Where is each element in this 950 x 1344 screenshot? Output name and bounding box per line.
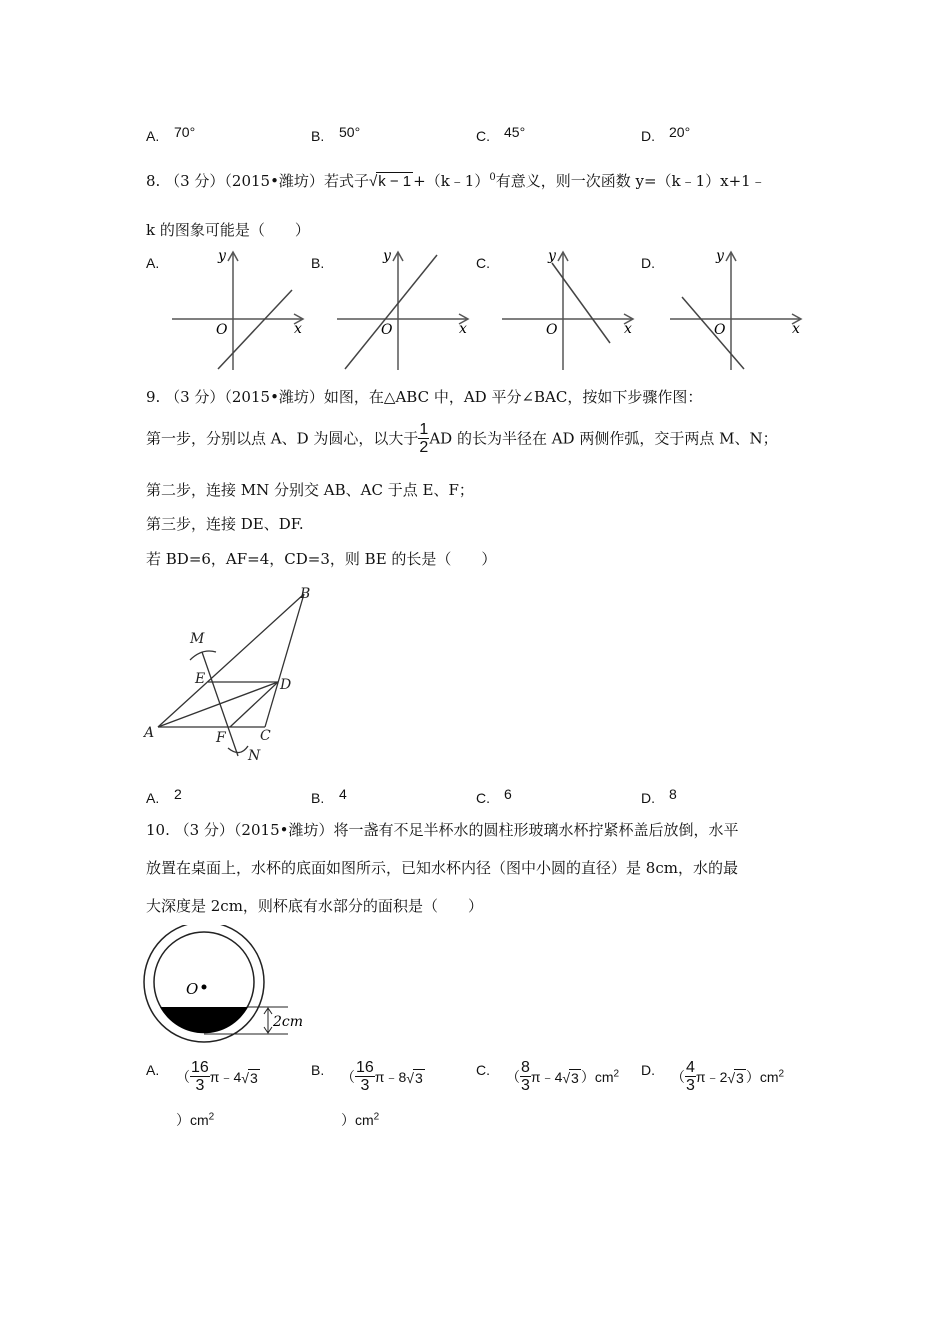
q10-b-unit: cm [355,1112,374,1128]
q9-fraction [418,422,429,456]
q10-b-rad: 3 [414,1069,423,1086]
graph-b-y-label: y [383,248,391,264]
q8-option-a-label: A. [146,255,160,271]
q8-suffix: 有意义，则一次函数 y=（k﹣1）x+1﹣ [495,172,766,190]
q9-point-a: A [144,725,155,741]
q8-number: 8. [146,172,161,190]
q7-option-b: 50° [339,124,361,140]
q8-score: （3 分） [165,172,225,190]
q10-b-den: 3 [360,1077,370,1094]
q9-option-a: 2 [174,786,182,802]
q9-question: 若 BD=6，AF=4，CD=3，则 BE 的长是（ ） [146,550,497,568]
q9-point-m: M [190,631,205,647]
q8-graph-a [170,245,310,375]
graph-b-origin-label: O [381,322,393,338]
q10-option-d: （ $\frac{4}{3}$ π﹣2√3 ）$cm^2$ [671,1059,785,1094]
q8-source: （2015•潍坊） [224,172,324,190]
q8-graph-d [668,245,808,375]
q10-d-rad: 3 [736,1069,744,1086]
q10-a-unit: cm [190,1112,209,1128]
graph-d-y-label: y [716,248,724,264]
q9-option-d: 8 [669,786,677,802]
q7-option-a-label: A. [146,128,160,144]
q10-c-num: 8 [521,1059,530,1076]
q7-option-d-label: D. [641,128,655,144]
q10-d-mid: π﹣2 [695,1069,728,1085]
q10-a-mid: π﹣4 [209,1069,242,1085]
q8-option-d-label: D. [641,255,655,271]
q9-step1-pre: 第一步，分别以点 A、D 为圆心，以大于 [146,429,419,448]
q9-option-c: 6 [504,786,512,802]
q10-d-exp: 2 [778,1068,785,1080]
q10-b-mid: π﹣8 [374,1069,407,1085]
q8-graph-c [500,245,640,375]
q9-option-d-label: D. [641,790,655,806]
q7-option-b-label: B. [311,128,325,144]
q10-stem-line3: 大深度是 2cm，则杯底有水部分的面积是（ ） [146,897,483,915]
q9-point-e: E [195,671,206,687]
q10-stem-line1: 10. （3 分）（2015•潍坊）将一盏有不足半杯水的圆柱形玻璃水杯拧紧杯盖后放倒，水平 [146,821,739,839]
q7-option-d: 20° [669,124,691,140]
q7-option-c-label: C. [476,128,490,144]
q10-stem-line2: 放置在桌面上，水杯的底面如图所示，已知水杯内径（图中小圆的直径）是 8cm，水的最 [146,859,738,877]
q10-figure [140,925,310,1045]
q9-fraction-denominator: 2 [419,439,429,456]
q10-option-a: （ $\frac{16}{3}$ π﹣4√3 [176,1059,258,1094]
q10-option-b-label: B. [311,1062,325,1078]
q10-option-b: （ $\frac{16}{3}$ π﹣8√3 [341,1059,423,1094]
q9-option-a-label: A. [146,790,160,806]
q7-option-c: 45° [504,124,526,140]
graph-a-x-label: x [294,321,302,337]
q10-center-label: O [186,980,199,998]
q8-stem-line1 [146,170,766,191]
q9-option-b-label: B. [311,790,325,806]
q8-option-b-label: B. [311,255,325,271]
q10-c-rad: 3 [571,1069,579,1086]
q10-option-d-label: D. [641,1062,655,1078]
q9-option-b: 4 [339,786,347,802]
q8-exponent: 0 [489,172,496,183]
q9-step2: 第二步，连接 MN 分别交 AB、AC 于点 E、F； [146,481,474,499]
q8-option-c-label: C. [476,255,490,271]
graph-c-x-label: x [624,321,632,337]
q10-option-a-tail: ）$cm^2$ [176,1111,215,1128]
graph-d-x-label: x [792,321,800,337]
graph-c-origin-label: O [546,322,558,338]
q9-point-d: D [280,677,292,693]
q10-b-exp: 2 [373,1111,380,1123]
q9-step3: 第三步，连接 DE、DF. [146,515,304,533]
graph-a-origin-label: O [216,322,228,338]
q8-stem-line2: k 的图象可能是（ ） [146,221,310,239]
q9-point-f: F [216,730,226,746]
q9-stem-line1: 9. （3 分）（2015•潍坊）如图，在△ABC 中，AD 平分∠BAC，按如下步骤作图： [146,388,703,406]
q9-point-c: C [260,728,271,744]
q10-option-b-tail: ）$cm^2$ [341,1111,380,1128]
q8-plus: +（k﹣1） [413,172,490,190]
q8-graph-b [335,245,475,375]
q10-d-den: 3 [686,1077,695,1094]
q10-option-c-label: C. [476,1062,490,1078]
q9-figure [140,580,330,775]
q9-point-n: N [248,748,261,764]
q8-prefix: 若式子 [323,172,369,190]
q10-a-den: 3 [195,1077,205,1094]
q10-option-c: （ $\frac{8}{3}$ π﹣4√3 ）$cm^2$ [506,1059,620,1094]
q9-step1-post: AD 的长为半径在 AD 两侧作弧，交于两点 M、N； [429,429,778,448]
q10-c-den: 3 [521,1077,530,1094]
q7-option-a: 70° [174,124,196,140]
graph-d-origin-label: O [714,322,726,338]
q8-sqrt: √k − 1 [368,173,412,190]
q10-c-mid: π﹣4 [530,1069,563,1085]
q10-a-rad: 3 [249,1069,258,1086]
q9-fraction-numerator: 1 [419,421,429,438]
graph-b-x-label: x [459,321,467,337]
q10-c-exp: 2 [613,1068,620,1080]
q9-option-c-label: C. [476,790,490,806]
graph-a-y-label: y [218,248,226,264]
q9-step1 [146,422,778,456]
q10-option-a-label: A. [146,1062,160,1078]
q9-point-b: B [300,586,311,602]
graph-c-y-label: y [548,248,556,264]
q10-d-unit: cm [759,1069,779,1085]
q10-a-exp: 2 [208,1111,215,1123]
q10-c-unit: cm [594,1069,614,1085]
q8-radicand: k − 1 [378,173,412,190]
q10-a-num: 16 [191,1059,209,1076]
q10-d-num: 4 [686,1059,695,1076]
q10-b-num: 16 [356,1059,374,1076]
q10-depth-label: 2cm [273,1014,304,1030]
